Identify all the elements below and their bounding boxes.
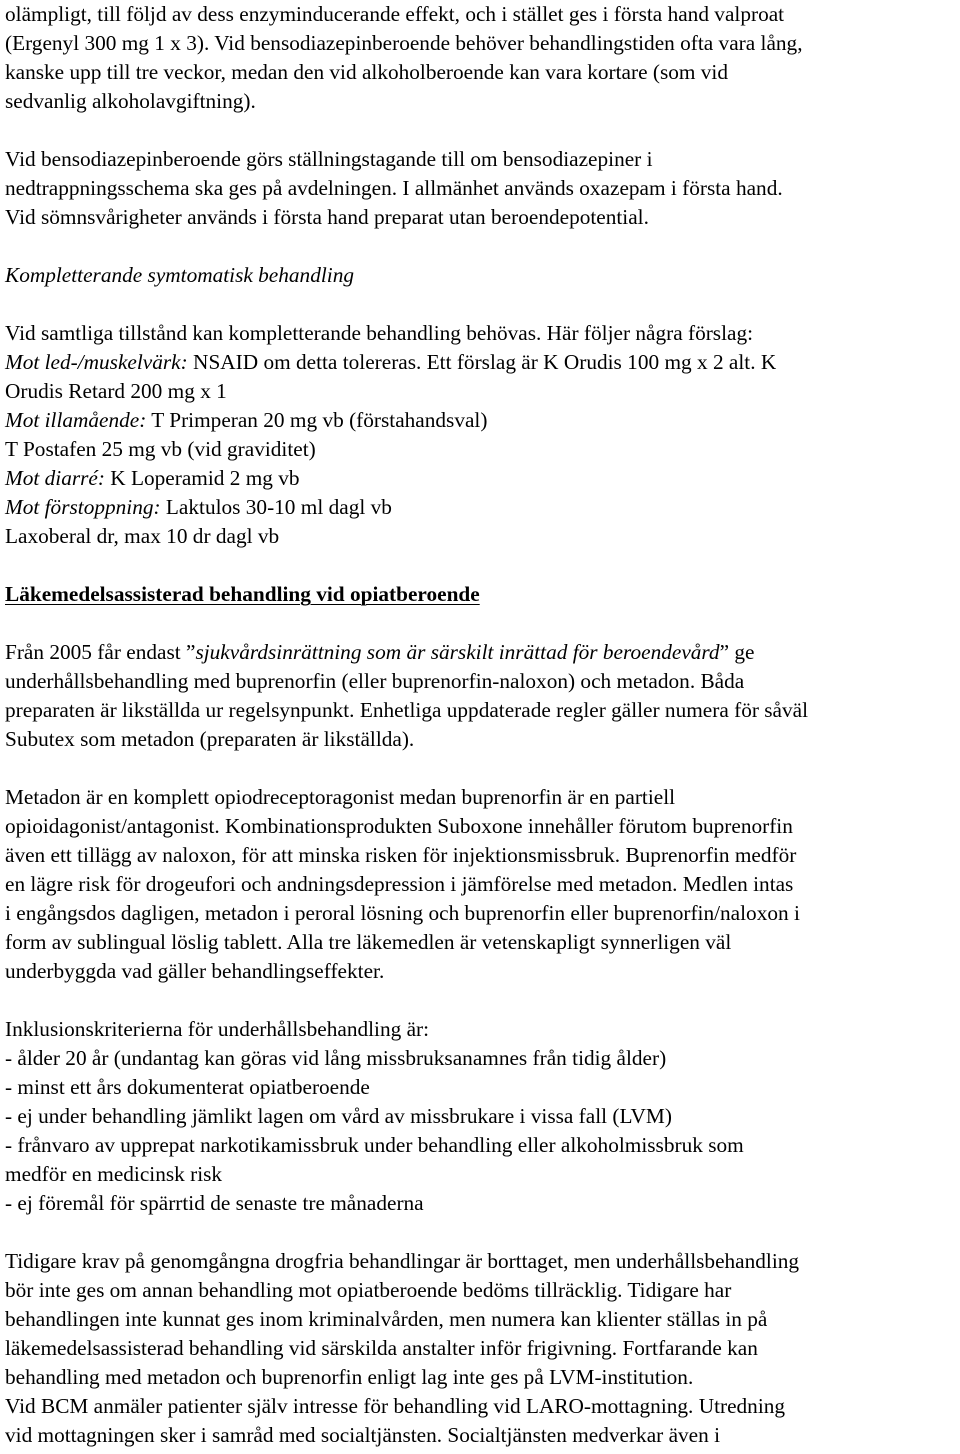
text-line: nedtrappningsschema ska ges på avdelningen. I allmänhet används oxazepam i första hand. (5, 176, 783, 200)
text-line: Vid BCM anmäler patienter själv intresse för behandling vid LARO-mottagning. Utredning (5, 1394, 786, 1418)
text-line: Subutex som metadon (preparaten är likställda). (5, 727, 415, 751)
constipation-treatment: Laktulos 30-10 ml dagl vb (160, 495, 392, 519)
label-nausea: Mot illamående: (5, 408, 147, 432)
text-line: bör inte ges om annan behandling mot opiatberoende bedöms tillräcklig. Tidigare har (5, 1278, 732, 1302)
text-line (5, 638, 754, 667)
text-line: behandlingen inte kunnat ges inom kriminalvården, men numera kan klienter ställas in på (5, 1307, 768, 1331)
text-line: T Postafen 25 mg vb (vid graviditet) (5, 437, 316, 461)
text-line: vid mottagningen sker i samråd med socialtjänsten. Socialtjänsten medverkar även i (5, 1423, 721, 1447)
text-line: preparaten är likställda ur regelsynpunkt. Enhetliga uppdaterade regler gäller numera för såväl (5, 698, 809, 722)
subheading-symptomatic-treatment: Kompletterande symtomatisk behandling (5, 263, 354, 287)
text-line: underhållsbehandling med buprenorfin (eller buprenorfin-naloxon) och metadon. Båda (5, 669, 745, 693)
section-heading: Läkemedelsassisterad behandling vid opiatberoende (5, 582, 480, 606)
text-line (5, 348, 776, 377)
text-line: även ett tillägg av naloxon, för att minska risken för injektionsmissbruk. Buprenorfin medför (5, 843, 797, 867)
pain-treatment: NSAID om detta tolereras. Ett förslag är K Orudis 100 mg x 2 alt. K (187, 350, 777, 374)
text-line (5, 493, 392, 522)
nausea-treatment: T Primperan 20 mg vb (förstahandsval) (146, 408, 488, 432)
list-item: - frånvaro av upprepat narkotikamissbruk under behandling eller alkoholmissbruk som (5, 1133, 744, 1157)
text-line: underbyggda vad gäller behandlingseffekter. (5, 959, 385, 983)
text-fragment: ” ge (719, 640, 755, 664)
list-item: - ålder 20 år (undantag kan göras vid lång missbruksanamnes från tidig ålder) (5, 1046, 667, 1070)
text-line: Vid samtliga tillstånd kan kompletterande behandling behövas. Här följer några förslag: (5, 321, 754, 345)
text-line: kanske upp till tre veckor, medan den vid alkoholberoende kan vara kortare (som vid (5, 60, 729, 84)
text-line: läkemedelsassisterad behandling vid särskilda anstalter inför frigivning. Fortfarande kan (5, 1336, 758, 1360)
label-pain: Mot led-/muskelvärk: (5, 350, 188, 374)
text-line (5, 464, 300, 493)
text-line: sedvanlig alkoholavgiftning). (5, 89, 256, 113)
list-item: - minst ett års dokumenterat opiatberoende (5, 1075, 370, 1099)
text-line (5, 406, 487, 435)
text-line: (Ergenyl 300 mg 1 x 3). Vid bensodiazepinberoende behöver behandlingstiden ofta vara lång, (5, 31, 803, 55)
list-item: - ej under behandling jämlikt lagen om vård av missbrukare i vissa fall (LVM) (5, 1104, 672, 1128)
list-item: - ej föremål för spärrtid de senaste tre månaderna (5, 1191, 424, 1215)
list-item: medför en medicinsk risk (5, 1162, 223, 1186)
label-diarrhea: Mot diarré: (5, 466, 105, 490)
text-line: behandling med metadon och buprenorfin enligt lag inte ges på LVM-institution. (5, 1365, 694, 1389)
label-constipation: Mot förstoppning: (5, 495, 161, 519)
text-fragment: Från 2005 får endast ” (5, 640, 196, 664)
criteria-intro: Inklusionskriterierna för underhållsbehandling är: (5, 1017, 430, 1041)
text-line: i engångsdos dagligen, metadon i peroral lösning och buprenorfin eller buprenorfin/naloxon i (5, 901, 800, 925)
quoted-term: sjukvårdsinrättning som är särskilt inrättad för beroendevård (195, 640, 720, 664)
text-line: Vid bensodiazepinberoende görs ställningstagande till om bensodiazepiner i (5, 147, 653, 171)
text-line: Laxoberal dr, max 10 dr dagl vb (5, 524, 280, 548)
text-line: opioidagonist/antagonist. Kombinationsprodukten Suboxone innehåller förutom buprenorfin (5, 814, 793, 838)
text-line: Metadon är en komplett opiodreceptoragonist medan buprenorfin är en partiell (5, 785, 676, 809)
text-line: en lägre risk för drogeufori och andningsdepression i jämförelse med metadon. Medlen intas (5, 872, 794, 896)
diarrhea-treatment: K Loperamid 2 mg vb (104, 466, 300, 490)
text-line: Orudis Retard 200 mg x 1 (5, 379, 227, 403)
text-line: olämpligt, till följd av dess enzyminducerande effekt, och i stället ges i första hand valproat (5, 2, 785, 26)
text-line: Vid sömnsvårigheter används i första hand preparat utan beroendepotential. (5, 205, 649, 229)
text-line: form av sublingual löslig tablett. Alla tre läkemedlen är vetenskapligt synnerligen väl (5, 930, 732, 954)
text-line: Tidigare krav på genomgångna drogfria behandlingar är borttaget, men underhållsbehandling (5, 1249, 800, 1273)
